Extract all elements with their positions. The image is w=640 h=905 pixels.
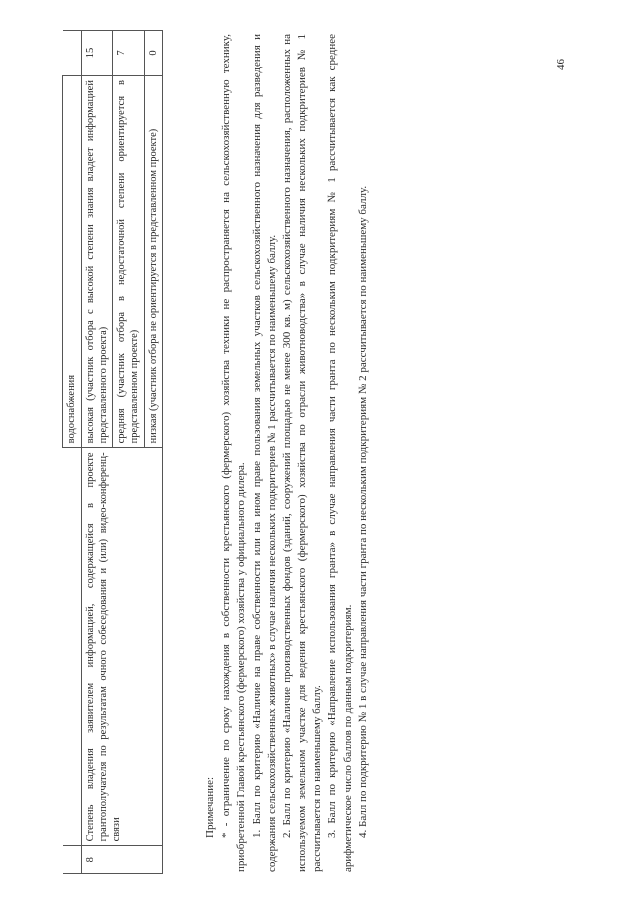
level-description: высокая (участник отбора с высокой степени знания владеет информацией представленного проекта) <box>82 76 113 448</box>
criteria-table <box>62 30 163 874</box>
note-item: 3. Балл по критерию «Направление использования гранта» в случае направления части гранта по нескольким подкритериям № 1 рассчитывается как среднее арифметическое число баллов по данным подкритериям. <box>326 34 354 872</box>
notes-title: Примечание: <box>204 776 216 838</box>
header-blank-cell <box>63 31 82 76</box>
row-number: 8 <box>82 846 163 874</box>
header-blank-cell <box>63 846 82 874</box>
page-number: 46 <box>555 59 567 70</box>
table-row <box>82 31 113 874</box>
note-item: 2. Балл по критерию «Наличие производственных фондов (зданий, сооружений площадью не менее 300 кв. м) сельскохозяйственного назначения, расположенных на используемом земельном участке для ведения крестьянского (фермерского) хозяйства по отрасли животноводства» в случае наличия нескольких подкритериев № 1 рассчитывается по наименьшему баллу. <box>280 34 324 872</box>
criterion-name: Степень владения заявителем информацией, содержащейся в проекте грантополучателя по результатам очного собеседования и (или) видео-конференц-связи <box>82 448 163 846</box>
header-cell: водоснабжения <box>63 76 82 448</box>
note-item: 4. Балл по подкритерию № 1 в случае направления части гранта по нескольким подкритериям № 2 рассчитывается по наименьшему баллу. <box>356 185 369 838</box>
rotated-page <box>40 22 600 882</box>
note-item: 1. Балл по критерию «Наличие на праве собственности или на ином праве пользования земельных участков сельскохозяйственного назначения для разведения и содержания сельскохозяйственных животных» в случае наличия нескольких подкритериев № 1 рассчитывается по наименьшему баллу. <box>250 34 278 872</box>
level-description: низкая (участник отбора не ориентируется в представленном проекте) <box>144 76 162 448</box>
table-header-row <box>63 31 82 874</box>
notes-section <box>203 34 371 872</box>
level-score: 15 <box>82 31 113 76</box>
level-score: 0 <box>144 31 162 76</box>
note-item: * - ограничение по сроку нахождения в собственности крестьянского (фермерского) хозяйства техники не распространяется на сельскохозяйственную технику, приобретенной Главой крестьянского (фермерского) хозяйства у официального дилера. <box>220 34 248 872</box>
header-blank-cell <box>63 448 82 846</box>
level-score: 7 <box>113 31 144 76</box>
level-description: средняя (участник отбора в недостаточной степени ориентируется в представленном проекте) <box>113 76 144 448</box>
